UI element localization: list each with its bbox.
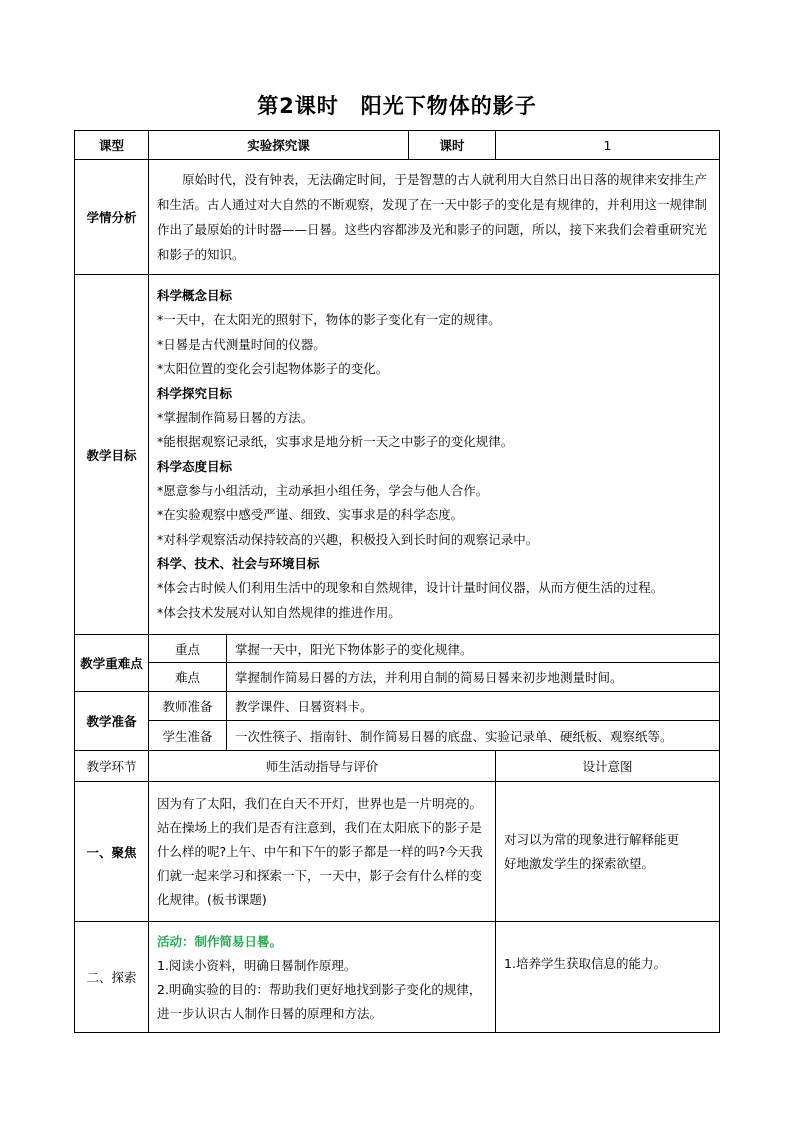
student-prep-text: 一次性筷子、指南针、制作简易日晷的底盘、实验记录单、硬纸板、观察纸等。	[227, 721, 720, 751]
goal-item: *愿意参与小组活动，主动承担小组任务，学会与他人合作。	[157, 482, 489, 498]
analysis-label: 学情分析	[75, 160, 149, 275]
analysis-row	[75, 160, 720, 275]
goal-item: *能根据观察记录纸，实事求是地分析一天之中影子的变化规律。	[157, 434, 514, 449]
goal-item: *对科学观察活动保持较高的兴趣，积极投入到长时间的观察记录中。	[157, 531, 539, 547]
hours-label: 课时	[409, 131, 496, 160]
key-point-name: 重点	[149, 635, 227, 663]
difficulty-text: 掌握制作简易日晷的方法，并利用自制的简易日晷来初步地测量时间。	[227, 663, 720, 692]
teacher-prep-name: 教师准备	[149, 692, 227, 721]
step-explore-row	[75, 922, 720, 1033]
step-focus-row	[75, 782, 720, 922]
process-col-activity: 师生活动指导与评价	[149, 751, 496, 782]
lesson-plan-table	[74, 130, 720, 1033]
explore-item: 2.明确实验的目的：帮助我们更好地找到影子变化的规律，进一步认识古人制作日晷的原理和方法。	[157, 982, 482, 1021]
key-point-text: 掌握一天中，阳光下物体影子的变化规律。	[227, 635, 720, 663]
step-explore-content	[149, 922, 496, 1033]
process-col-stage: 教学环节	[75, 751, 149, 782]
goals-content	[149, 275, 720, 635]
teacher-prep-text: 教学课件、日晷资料卡。	[227, 692, 720, 721]
goal-item: *在实验观察中感受严谨、细致、实事求是的科学态度。	[157, 507, 464, 522]
difficulty-name: 难点	[149, 663, 227, 692]
process-header-row	[75, 751, 720, 782]
step-focus-name: 一、聚焦	[75, 782, 149, 922]
student-prep-row	[75, 721, 720, 751]
type-value: 实验探究课	[149, 131, 409, 160]
prep-label: 教学准备	[75, 692, 149, 751]
goal-heading-concept: 科学概念目标	[157, 288, 233, 303]
step-explore-name: 二、探索	[75, 922, 149, 1033]
goal-heading-sts: 科学、技术、社会与环境目标	[157, 556, 320, 571]
analysis-text: 原始时代，没有钟表，无法确定时间，于是智慧的古人就利用大自然日出日落的规律来安排生产和生活。古人通过对大自然的不断观察，发现了在一天中影子的变化是有规律的，并利用这一规律制作出了最原始的计时器——日晷。这些内容都涉及光和影子的问题，所以，接下来我们会着重研究光和影子的知识。	[149, 160, 720, 275]
goal-heading-attitude: 科学态度目标	[157, 458, 233, 474]
step-explore-intent: 1.培养学生获取信息的能力。	[496, 922, 720, 1033]
goal-item: *太阳位置的变化会引起物体影子的变化。	[157, 361, 389, 376]
goal-item: *体会技术发展对认知自然规律的推进作用。	[157, 604, 401, 620]
difficulty-row	[75, 663, 720, 692]
goal-item: *日晷是古代测量时间的仪器。	[157, 336, 326, 352]
goal-item: *掌握制作简易日晷的方法。	[157, 409, 314, 425]
goal-item: *一天中，在太阳光的照射下，物体的影子变化有一定的规律。	[157, 312, 501, 327]
step-focus-content: 因为有了太阳，我们在白天不开灯，世界也是一片明亮的。站在操场上的我们是否有注意到，我们在太阳底下的影子是什么样的呢?上午、中午和下午的影子都是一样的吗?今天我们就一起来学习和探索一下，一天中，影子会有什么样的变化规律。(板书课题)	[149, 782, 496, 922]
key-point-row	[75, 635, 720, 663]
header-row	[75, 131, 720, 160]
student-prep-name: 学生准备	[149, 721, 227, 751]
explore-item: 1.阅读小资料，明确日晷制作原理。	[157, 958, 357, 973]
type-label: 课型	[75, 131, 149, 160]
goals-row	[75, 275, 720, 635]
page-title: 第2课时 阳光下物体的影子	[257, 94, 537, 118]
key-points-label: 教学重难点	[75, 635, 149, 692]
hours-value: 1	[496, 131, 720, 160]
goal-heading-inquiry: 科学探究目标	[157, 385, 233, 401]
goals-label: 教学目标	[75, 275, 149, 635]
process-col-intent: 设计意图	[496, 751, 720, 782]
step-focus-intent: 对习以为常的现象进行解释能更好地激发学生的探索欲望。	[496, 782, 720, 922]
teacher-prep-row	[75, 692, 720, 721]
goal-item: *体会古时候人们利用生活中的现象和自然规律，设计计量时间仪器，从而方便生活的过程。	[157, 580, 664, 595]
activity-title: 活动：制作简易日晷。	[157, 934, 283, 949]
